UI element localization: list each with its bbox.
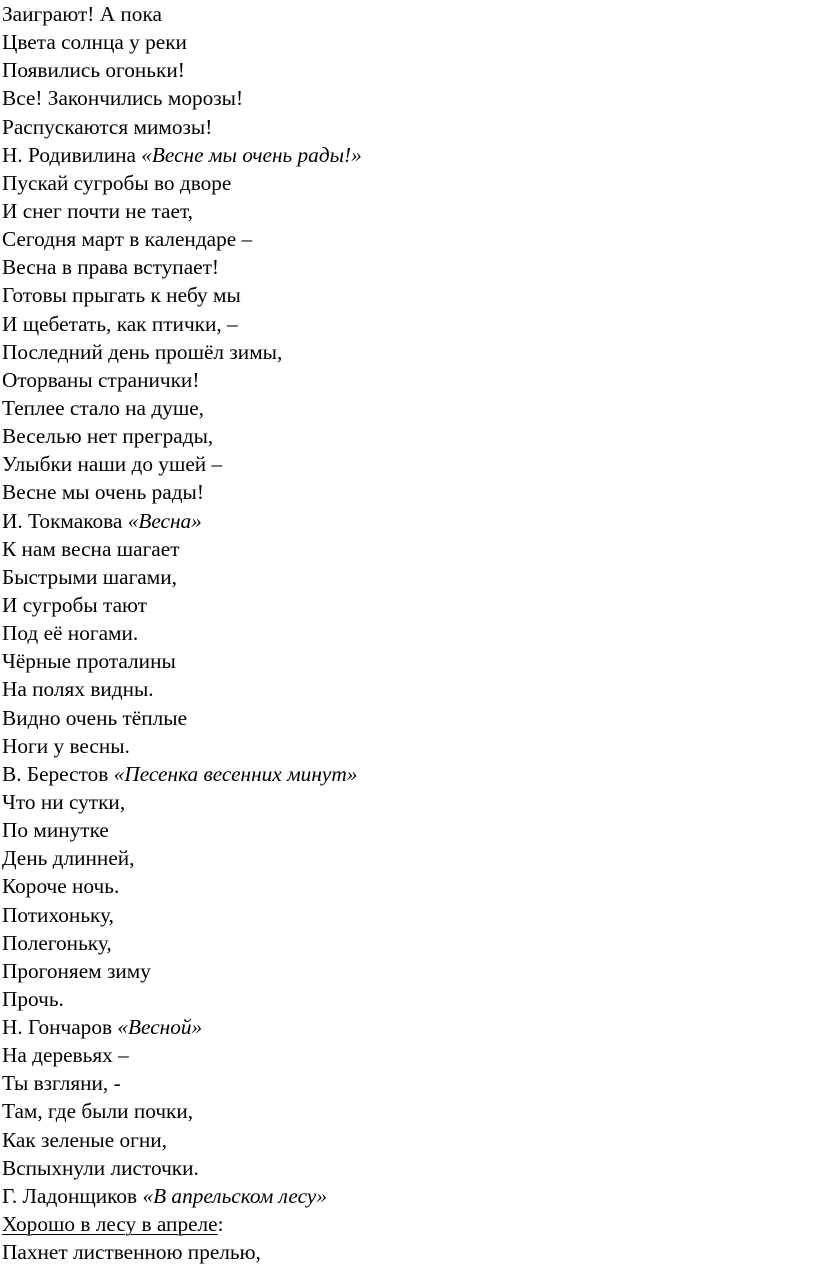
poem-author: Н. Родивилина xyxy=(2,142,136,167)
poem-line: Там, где были почки, xyxy=(2,1099,194,1124)
poem-title: «Песенка весенних минут» xyxy=(113,761,358,786)
poem-line: Вспыхнули листочки. xyxy=(2,1155,199,1180)
poem-line: Цвета солнца у реки xyxy=(2,30,187,55)
poem-line: Заиграют! А пока xyxy=(2,2,162,26)
poem-author: Н. Гончаров xyxy=(2,1015,113,1040)
poem-line: На деревьях – xyxy=(2,1043,129,1068)
poem-line: Пахнет лиственною прелью, xyxy=(2,1240,261,1265)
poem-line: Теплее стало на душе, xyxy=(2,395,204,420)
poem-line: И сугробы тают xyxy=(2,592,147,617)
poem-line: Что ни сутки, xyxy=(2,789,126,814)
poem-line: Быстрыми шагами, xyxy=(2,564,177,589)
poem-author: В. Берестов xyxy=(2,761,109,786)
poem-line: Готовы прыгать к небу мы xyxy=(2,283,241,308)
poem-line: Прочь. xyxy=(2,986,64,1011)
poem-line: И снег почти не тает, xyxy=(2,198,193,223)
poem xyxy=(2,141,812,507)
poem-line: Под её ногами. xyxy=(2,621,139,646)
poem-author: И. Токмакова xyxy=(2,508,123,533)
poem-line: Весна в права вступает! xyxy=(2,255,220,280)
poem-line: Оторваны странички! xyxy=(2,367,200,392)
poem-line: Ноги у весны. xyxy=(2,733,130,758)
poem xyxy=(2,1013,812,1182)
poem-line: И щебетать, как птички, – xyxy=(2,311,238,336)
poem-line: Прогоняем зиму xyxy=(2,958,151,983)
poem-line: Как зеленые огни, xyxy=(2,1127,167,1152)
poem-line: На полях видны. xyxy=(2,677,154,702)
poem-heading xyxy=(2,507,812,535)
poem xyxy=(2,760,812,1013)
poem-title: «В апрельском лесу» xyxy=(142,1183,328,1208)
poem-heading xyxy=(2,141,812,169)
poem-fragment xyxy=(2,0,812,141)
underlined-text: Хорошо в лесу в апреле xyxy=(2,1212,218,1237)
poem-line: Все! Закончились морозы! xyxy=(2,86,244,111)
poem-author: Г. Ладонщиков xyxy=(2,1183,138,1208)
poem-line: День длинней, xyxy=(2,846,135,871)
poem-line: Появились огоньки! xyxy=(2,58,185,83)
document-page xyxy=(2,0,812,1266)
poem-heading xyxy=(2,1182,812,1210)
poem-line xyxy=(2,1210,812,1238)
poem-line: Потихоньку, xyxy=(2,902,114,927)
poem-line: Полегоньку, xyxy=(2,930,112,955)
poem-line: Весне мы очень рады! xyxy=(2,480,204,505)
poem xyxy=(2,507,812,760)
line-punctuation: : xyxy=(217,1212,224,1237)
poem-title: «Весна» xyxy=(127,508,202,533)
poem-heading xyxy=(2,1013,812,1041)
poem-line: Веселью нет преграды, xyxy=(2,424,214,449)
poem-line: К нам весна шагает xyxy=(2,536,180,561)
poem-line: Улыбки наши до ушей – xyxy=(2,452,223,477)
poem xyxy=(2,1182,812,1266)
poem-line: Сегодня март в календаре – xyxy=(2,227,253,252)
poem-line: Видно очень тёплые xyxy=(2,705,188,730)
poem-line: Распускаются мимозы! xyxy=(2,114,213,139)
poem-line: Последний день прошёл зимы, xyxy=(2,339,283,364)
poem-title: «Весне мы очень рады!» xyxy=(141,142,362,167)
poem-line: Пускай сугробы во дворе xyxy=(2,170,232,195)
poem-heading xyxy=(2,760,812,788)
poem-title: «Весной» xyxy=(117,1015,203,1040)
poem-line: Чёрные проталины xyxy=(2,649,176,674)
poem-line: Ты взгляни, - xyxy=(2,1071,121,1096)
poem-line: По минутке xyxy=(2,818,109,843)
poem-line: Короче ночь. xyxy=(2,874,120,899)
